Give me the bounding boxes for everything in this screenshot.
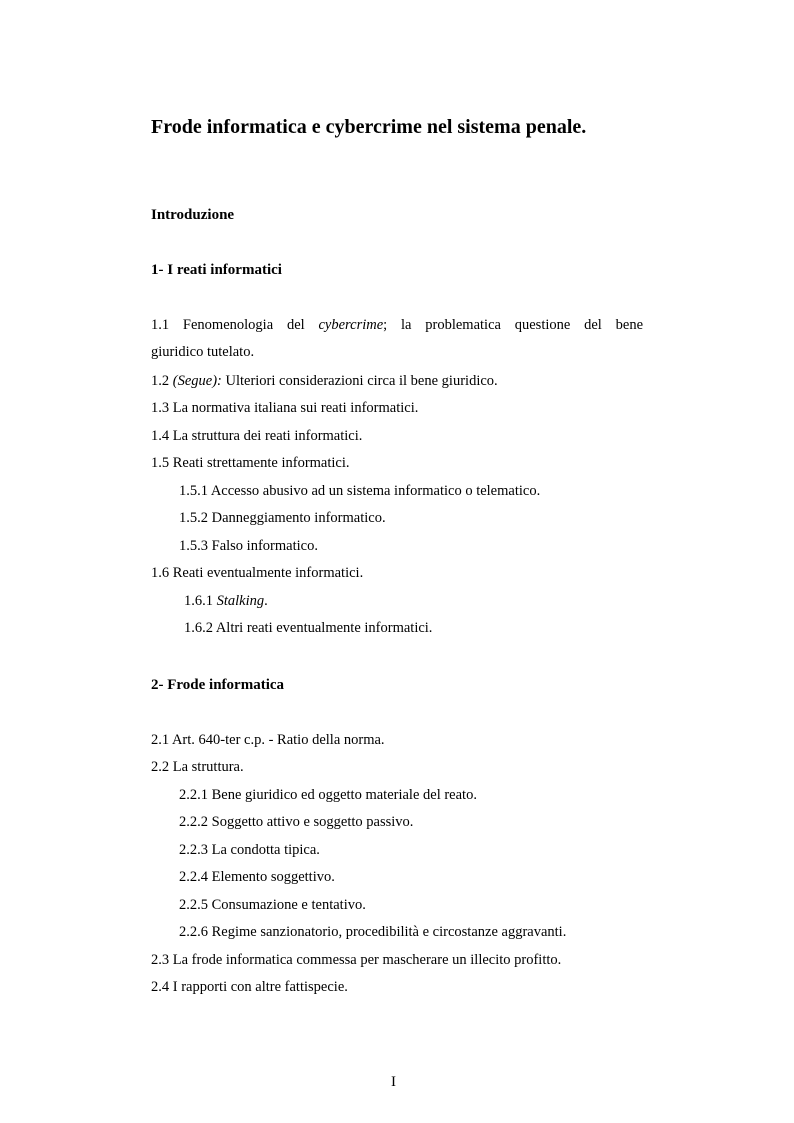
toc-entry-2-2-1: 2.2.1 Bene giuridico ed oggetto materiale del reato. (179, 787, 477, 803)
toc-entry-1-6: 1.6 Reati eventualmente informatici. (151, 565, 364, 581)
toc-entry-1-5-2: 1.5.2 Danneggiamento informatico. (179, 510, 386, 526)
document-title: Frode informatica e cybercrime nel sistema penale. (151, 116, 587, 138)
toc-entry-1-1 (151, 312, 643, 366)
toc-entry-2-2-2: 2.2.2 Soggetto attivo e soggetto passivo. (179, 814, 414, 830)
toc-entry-1-6-1: 1.6.1 Stalking. (184, 593, 268, 609)
chapter-2-heading: 2- Frode informatica (151, 677, 285, 693)
toc-entry-2-4: 2.4 I rapporti con altre fattispecie. (151, 979, 348, 995)
toc-entry-1-3: 1.3 La normativa italiana sui reati informatici. (151, 400, 419, 416)
toc-entry-2-2-5: 2.2.5 Consumazione e tentativo. (179, 897, 366, 913)
toc-entry-2-3: 2.3 La frode informatica commessa per mascherare un illecito profitto. (151, 952, 562, 968)
chapter-1-heading: 1- I reati informatici (151, 262, 282, 278)
introduction-heading: Introduzione (151, 207, 235, 223)
toc-entry-1-6-2: 1.6.2 Altri reati eventualmente informatici. (184, 620, 433, 636)
toc-entry-1-4: 1.4 La struttura dei reati informatici. (151, 428, 363, 444)
segue-term: (Segue): (172, 373, 222, 389)
toc-entry-1-5-3: 1.5.3 Falso informatico. (179, 538, 318, 554)
cybercrime-term: cybercrime (318, 317, 384, 333)
toc-entry-1-5: 1.5 Reati strettamente informatici. (151, 455, 350, 471)
toc-entry-2-2-4: 2.2.4 Elemento soggettivo. (179, 869, 335, 885)
toc-entry-2-1: 2.1 Art. 640-ter c.p. - Ratio della norma. (151, 732, 385, 748)
toc-entry-2-2: 2.2 La struttura. (151, 759, 244, 775)
toc-entry-1-5-1: 1.5.1 Accesso abusivo ad un sistema informatico o telematico. (179, 483, 541, 499)
page-number: I (391, 1074, 396, 1090)
toc-entry-1-1-line-1: 1.1 Fenomenologia del cybercrime; la problematica questione del bene (151, 317, 644, 333)
toc-entry-2-2-3: 2.2.3 La condotta tipica. (179, 842, 320, 858)
toc-entry-1-2: 1.2 (Segue): Ulteriori considerazioni circa il bene giuridico. (151, 373, 498, 389)
stalking-term: Stalking (216, 593, 265, 609)
toc-entry-1-1-line-2: giuridico tutelato. (151, 344, 255, 360)
toc-entry-2-2-6: 2.2.6 Regime sanzionatorio, procedibilità e circostanze aggravanti. (179, 924, 567, 940)
